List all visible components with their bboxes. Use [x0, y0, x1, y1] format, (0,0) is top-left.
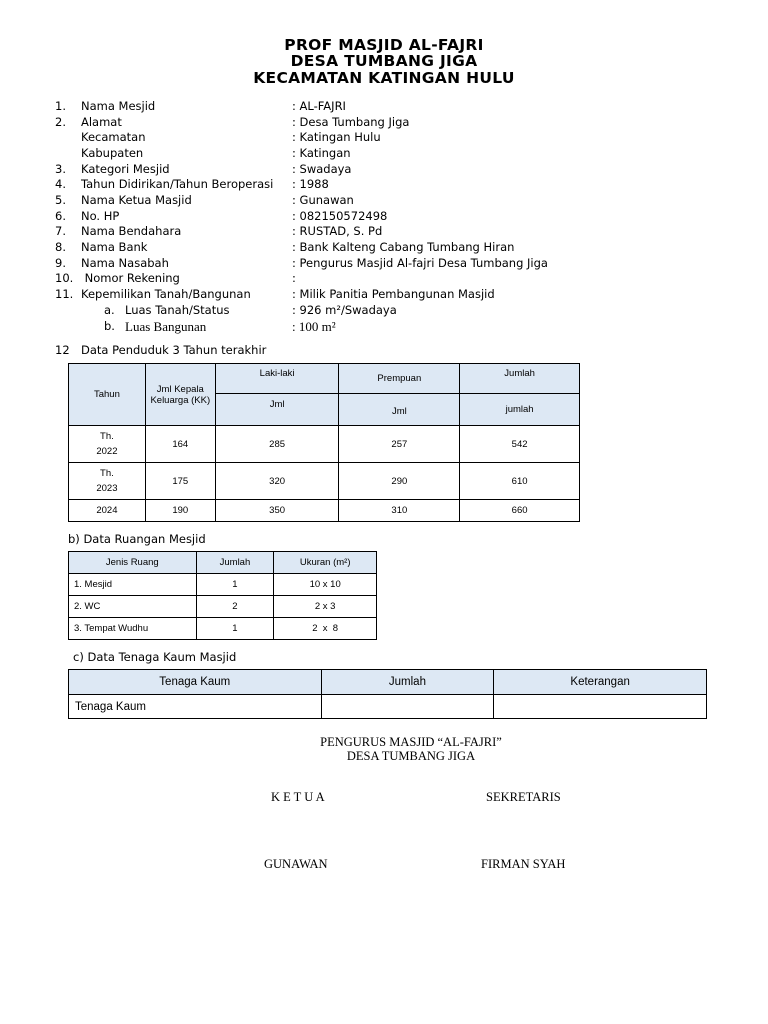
info-value: :: [292, 271, 296, 285]
info-value: : Pengurus Masjid Al-fajri Desa Tumbang Jiga: [292, 256, 548, 270]
table-row: [69, 500, 580, 522]
cell-jumlah: [321, 695, 494, 719]
info-sub-label: Luas Bangunan: [125, 319, 207, 334]
info-sub-value: : 926 m²/Swadaya: [292, 303, 397, 317]
cell-tenaga: Tenaga Kaum: [69, 695, 322, 719]
tenaga-table: [68, 669, 707, 719]
info-sub-letter: b.: [104, 319, 115, 333]
info-label: Kategori Mesjid: [81, 162, 170, 176]
info-number: 11.: [55, 287, 74, 301]
info-label: Nama Bendahara: [81, 224, 182, 238]
signature-ketua-name: GUNAWAN: [264, 857, 328, 871]
cell-jenis: 3. Tempat Wudhu: [69, 618, 197, 640]
cell-kk: 190: [145, 500, 215, 522]
column-header-ukuran: Ukuran (m²): [274, 552, 377, 574]
tenaga-heading: c) Data Tenaga Kaum Masjid: [73, 650, 237, 664]
document-title: PROF MASJID AL-FAJRI: [284, 36, 484, 54]
column-header-keterangan: Keterangan: [494, 670, 707, 695]
column-header-jumlah: Jumlah: [196, 552, 274, 574]
info-label: Nomor Rekening: [81, 271, 180, 285]
cell-laki: 320: [215, 463, 339, 500]
cell-ukuran: 2 x 8: [274, 618, 377, 640]
info-label: Kecamatan: [81, 130, 146, 144]
signature-village: DESA TUMBANG JIGA: [346, 749, 476, 763]
info-number: 9.: [55, 256, 66, 270]
cell-laki: 285: [215, 426, 339, 463]
cell-keterangan: [494, 695, 707, 719]
info-number: 7.: [55, 224, 66, 238]
info-label: Nama Ketua Masjid: [81, 193, 192, 207]
info-number: 8.: [55, 240, 66, 254]
info-value: : Katingan Hulu: [292, 130, 381, 144]
info-label: Nama Nasabah: [81, 256, 169, 270]
cell-ukuran: 2 x 3: [274, 596, 377, 618]
cell-tahun-year: 2023: [96, 483, 118, 494]
info-number: 1.: [55, 99, 66, 113]
ruangan-heading: b) Data Ruangan Mesjid: [68, 532, 206, 546]
subheader-laki-jml: Jml: [215, 394, 339, 426]
column-header-tenaga: Tenaga Kaum: [69, 670, 322, 695]
column-header-jenis: Jenis Ruang: [69, 552, 197, 574]
signature-ketua-title: K E T U A: [271, 790, 325, 804]
info-value: : Bank Kalteng Cabang Tumbang Hiran: [292, 240, 515, 254]
cell-tahun: [69, 463, 146, 500]
subheader-jumlah: jumlah: [460, 394, 580, 426]
info-sub-value: : 100 m²: [292, 319, 336, 334]
info-label: Kabupaten: [81, 146, 144, 160]
info-value: : Gunawan: [292, 193, 354, 207]
penduduk-heading-number: 12: [55, 343, 70, 357]
column-header-kk: Jml Kepala Keluarga (KK): [145, 364, 215, 426]
cell-jumlah: 1: [196, 618, 274, 640]
subheader-prempuan-jml: Jml: [339, 394, 460, 426]
signature-sekretaris-title: SEKRETARIS: [486, 790, 561, 804]
cell-tahun: 2024: [69, 500, 146, 522]
info-label: Alamat: [81, 115, 122, 129]
info-label: Nama Mesjid: [81, 99, 156, 113]
cell-jumlah: 1: [196, 574, 274, 596]
penduduk-table: [68, 363, 580, 522]
info-number: 2.: [55, 115, 66, 129]
info-label: Nama Bank: [81, 240, 148, 254]
cell-kk: 175: [145, 463, 215, 500]
table-row: [69, 426, 580, 463]
cell-prempuan: 257: [339, 426, 460, 463]
cell-tahun: [69, 426, 146, 463]
column-header-prempuan: Prempuan: [339, 364, 460, 394]
table-row: [69, 695, 707, 719]
cell-laki: 350: [215, 500, 339, 522]
info-value: : 082150572498: [292, 209, 388, 223]
signature-sekretaris-name: FIRMAN SYAH: [481, 857, 566, 871]
column-header-jumlah: Jumlah: [460, 364, 580, 394]
info-number: 5.: [55, 193, 66, 207]
cell-jumlah: 542: [460, 426, 580, 463]
document-subtitle-village: DESA TUMBANG JIGA: [290, 52, 478, 70]
cell-tahun-year: 2022: [96, 446, 118, 457]
table-row: [69, 463, 580, 500]
info-value: : Desa Tumbang Jiga: [292, 115, 410, 129]
cell-prempuan: 310: [339, 500, 460, 522]
info-value: : AL-FAJRI: [292, 99, 346, 113]
column-header-jumlah: Jumlah: [321, 670, 494, 695]
info-number: 6.: [55, 209, 66, 223]
table-row: [69, 574, 377, 596]
info-number: 3.: [55, 162, 66, 176]
info-number: 4.: [55, 177, 66, 191]
cell-tahun-prefix: Th.: [100, 468, 114, 479]
signature-organization: PENGURUS MASJID “AL-FAJRI”: [320, 735, 502, 749]
info-value: : Milik Panitia Pembangunan Masjid: [292, 287, 495, 301]
info-value: : RUSTAD, S. Pd: [292, 224, 383, 238]
info-label: Tahun Didirikan/Tahun Beroperasi: [81, 177, 274, 191]
cell-jumlah: 660: [460, 500, 580, 522]
ruangan-table: [68, 551, 377, 640]
cell-jenis: 1. Mesjid: [69, 574, 197, 596]
document-subtitle-district: KECAMATAN KATINGAN HULU: [253, 69, 515, 87]
cell-prempuan: 290: [339, 463, 460, 500]
info-value: : Swadaya: [292, 162, 352, 176]
column-header-tahun: Tahun: [69, 364, 146, 426]
cell-jumlah: 610: [460, 463, 580, 500]
cell-tahun-prefix: Th.: [100, 431, 114, 442]
info-label: Kepemilikan Tanah/Bangunan: [81, 287, 251, 301]
info-sub-letter: a.: [104, 303, 115, 317]
cell-jumlah: 2: [196, 596, 274, 618]
cell-ukuran: 10 x 10: [274, 574, 377, 596]
column-header-laki: Laki-laki: [215, 364, 339, 394]
table-row: [69, 596, 377, 618]
cell-jenis: 2. WC: [69, 596, 197, 618]
info-number: 10.: [55, 271, 74, 285]
cell-kk: 164: [145, 426, 215, 463]
info-label: No. HP: [81, 209, 120, 223]
info-value: : 1988: [292, 177, 329, 191]
penduduk-heading: Data Penduduk 3 Tahun terakhir: [81, 343, 267, 357]
info-value: : Katingan: [292, 146, 351, 160]
info-sub-label: Luas Tanah/Status: [125, 303, 230, 317]
table-row: [69, 618, 377, 640]
